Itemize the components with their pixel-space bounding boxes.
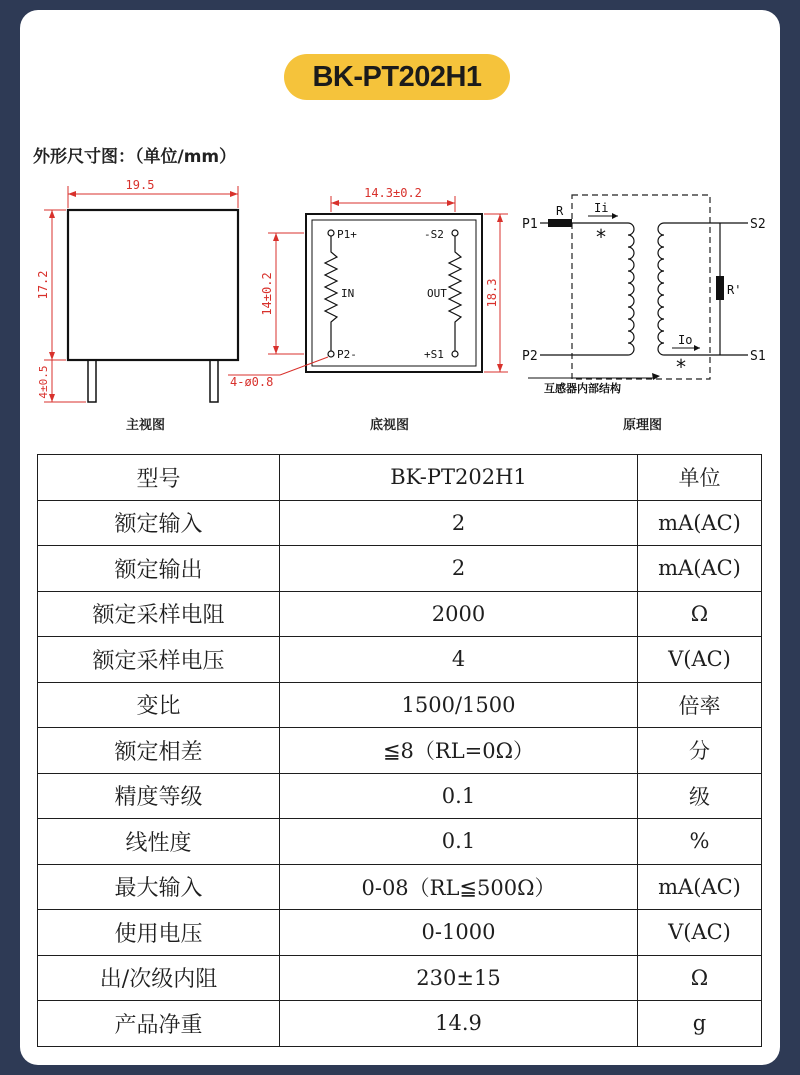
param-name-cell: 额定采样电阻 <box>38 591 280 637</box>
pin-s1-label: +S1 <box>424 348 444 361</box>
param-unit-cell: 倍率 <box>638 682 762 728</box>
terminal-p2: P2 <box>522 349 538 364</box>
bottom-pin-spacing-y: 14±0.2 <box>260 272 274 316</box>
coil-out-label: OUT <box>427 287 447 300</box>
param-value-cell: 2 <box>280 546 638 592</box>
param-value-cell: 2 <box>280 500 638 546</box>
param-unit-cell: 分 <box>638 728 762 774</box>
table-header-row <box>38 455 762 501</box>
param-value-cell: ≦8（RL=0Ω） <box>280 728 638 774</box>
param-unit-cell: Ω <box>638 955 762 1001</box>
param-unit-cell: Ω <box>638 591 762 637</box>
param-name-cell: 额定输出 <box>38 546 280 592</box>
param-name-cell: 使用电压 <box>38 910 280 956</box>
param-unit-cell: g <box>638 1001 762 1047</box>
bottom-pin-hole-label: 4-ø0.8 <box>230 375 274 389</box>
dot-mark-primary: * <box>595 225 608 249</box>
param-value-cell: 1500/1500 <box>280 682 638 728</box>
table-row <box>38 500 762 546</box>
front-pin-length-label: 4±0.5 <box>37 365 50 399</box>
front-view-drawing <box>44 186 238 402</box>
table-row <box>38 955 762 1001</box>
table-row <box>38 728 762 774</box>
param-name-cell: 出/次级内阻 <box>38 955 280 1001</box>
param-name-cell: 变比 <box>38 682 280 728</box>
table-row <box>38 591 762 637</box>
dot-mark-secondary: * <box>675 355 688 379</box>
bottom-view-caption: 底视图 <box>370 418 410 433</box>
pin-p2-label: P2- <box>337 348 357 361</box>
terminal-p1: P1 <box>522 217 538 232</box>
param-value-cell: 0-08（RL≦500Ω） <box>280 864 638 910</box>
param-unit-cell: mA(AC) <box>638 546 762 592</box>
param-unit-cell: mA(AC) <box>638 500 762 546</box>
param-name-cell: 最大输入 <box>38 864 280 910</box>
dimension-title: 外形尺寸图：（单位/mm） <box>33 147 237 167</box>
terminal-s2: S2 <box>750 217 766 232</box>
schematic-drawing <box>528 195 748 380</box>
internal-structure-label: 互感器内部结构 <box>544 382 621 395</box>
param-name-cell: 额定相差 <box>38 728 280 774</box>
param-value-cell: 14.9 <box>280 1001 638 1047</box>
header-cell: 单位 <box>638 455 762 501</box>
param-value-cell: 0.1 <box>280 773 638 819</box>
param-value-cell: 230±15 <box>280 955 638 1001</box>
schematic-caption: 原理图 <box>623 418 663 433</box>
coil-in-label: IN <box>341 287 355 300</box>
table-row <box>38 864 762 910</box>
param-value-cell: 2000 <box>280 591 638 637</box>
table-row <box>38 546 762 592</box>
param-name-cell: 产品净重 <box>38 1001 280 1047</box>
terminal-s1: S1 <box>750 349 766 364</box>
table-row <box>38 637 762 683</box>
param-unit-cell: V(AC) <box>638 637 762 683</box>
param-unit-cell: mA(AC) <box>638 864 762 910</box>
front-width-label: 19.5 <box>125 178 155 192</box>
header-cell: BK-PT202H1 <box>280 455 638 501</box>
table-row <box>38 819 762 865</box>
param-value-cell: 0.1 <box>280 819 638 865</box>
spec-table <box>37 454 762 1047</box>
table-row <box>38 682 762 728</box>
param-name-cell: 额定输入 <box>38 500 280 546</box>
front-view-caption: 主视图 <box>126 418 166 433</box>
param-value-cell: 4 <box>280 637 638 683</box>
table-row <box>38 773 762 819</box>
param-value-cell: 0-1000 <box>280 910 638 956</box>
resistor-r-prime-label: R' <box>727 283 742 297</box>
pin-s2-label: -S2 <box>424 228 444 241</box>
param-unit-cell: % <box>638 819 762 865</box>
resistor-r-label: R <box>556 204 564 218</box>
dimension-drawings <box>0 0 800 450</box>
pin-p1-label: P1+ <box>337 228 357 241</box>
param-unit-cell: V(AC) <box>638 910 762 956</box>
current-io-label: Io <box>678 333 693 347</box>
param-name-cell: 精度等级 <box>38 773 280 819</box>
bottom-depth-label: 18.3 <box>485 278 499 308</box>
param-unit-cell: 级 <box>638 773 762 819</box>
current-ii-label: Ii <box>594 201 609 215</box>
bottom-pin-spacing-x: 14.3±0.2 <box>364 186 422 200</box>
header-cell: 型号 <box>38 455 280 501</box>
table-row <box>38 910 762 956</box>
table-row <box>38 1001 762 1047</box>
param-name-cell: 线性度 <box>38 819 280 865</box>
front-height-label: 17.2 <box>36 270 50 300</box>
param-name-cell: 额定采样电压 <box>38 637 280 683</box>
model-badge: BK-PT202H1 <box>284 54 510 100</box>
